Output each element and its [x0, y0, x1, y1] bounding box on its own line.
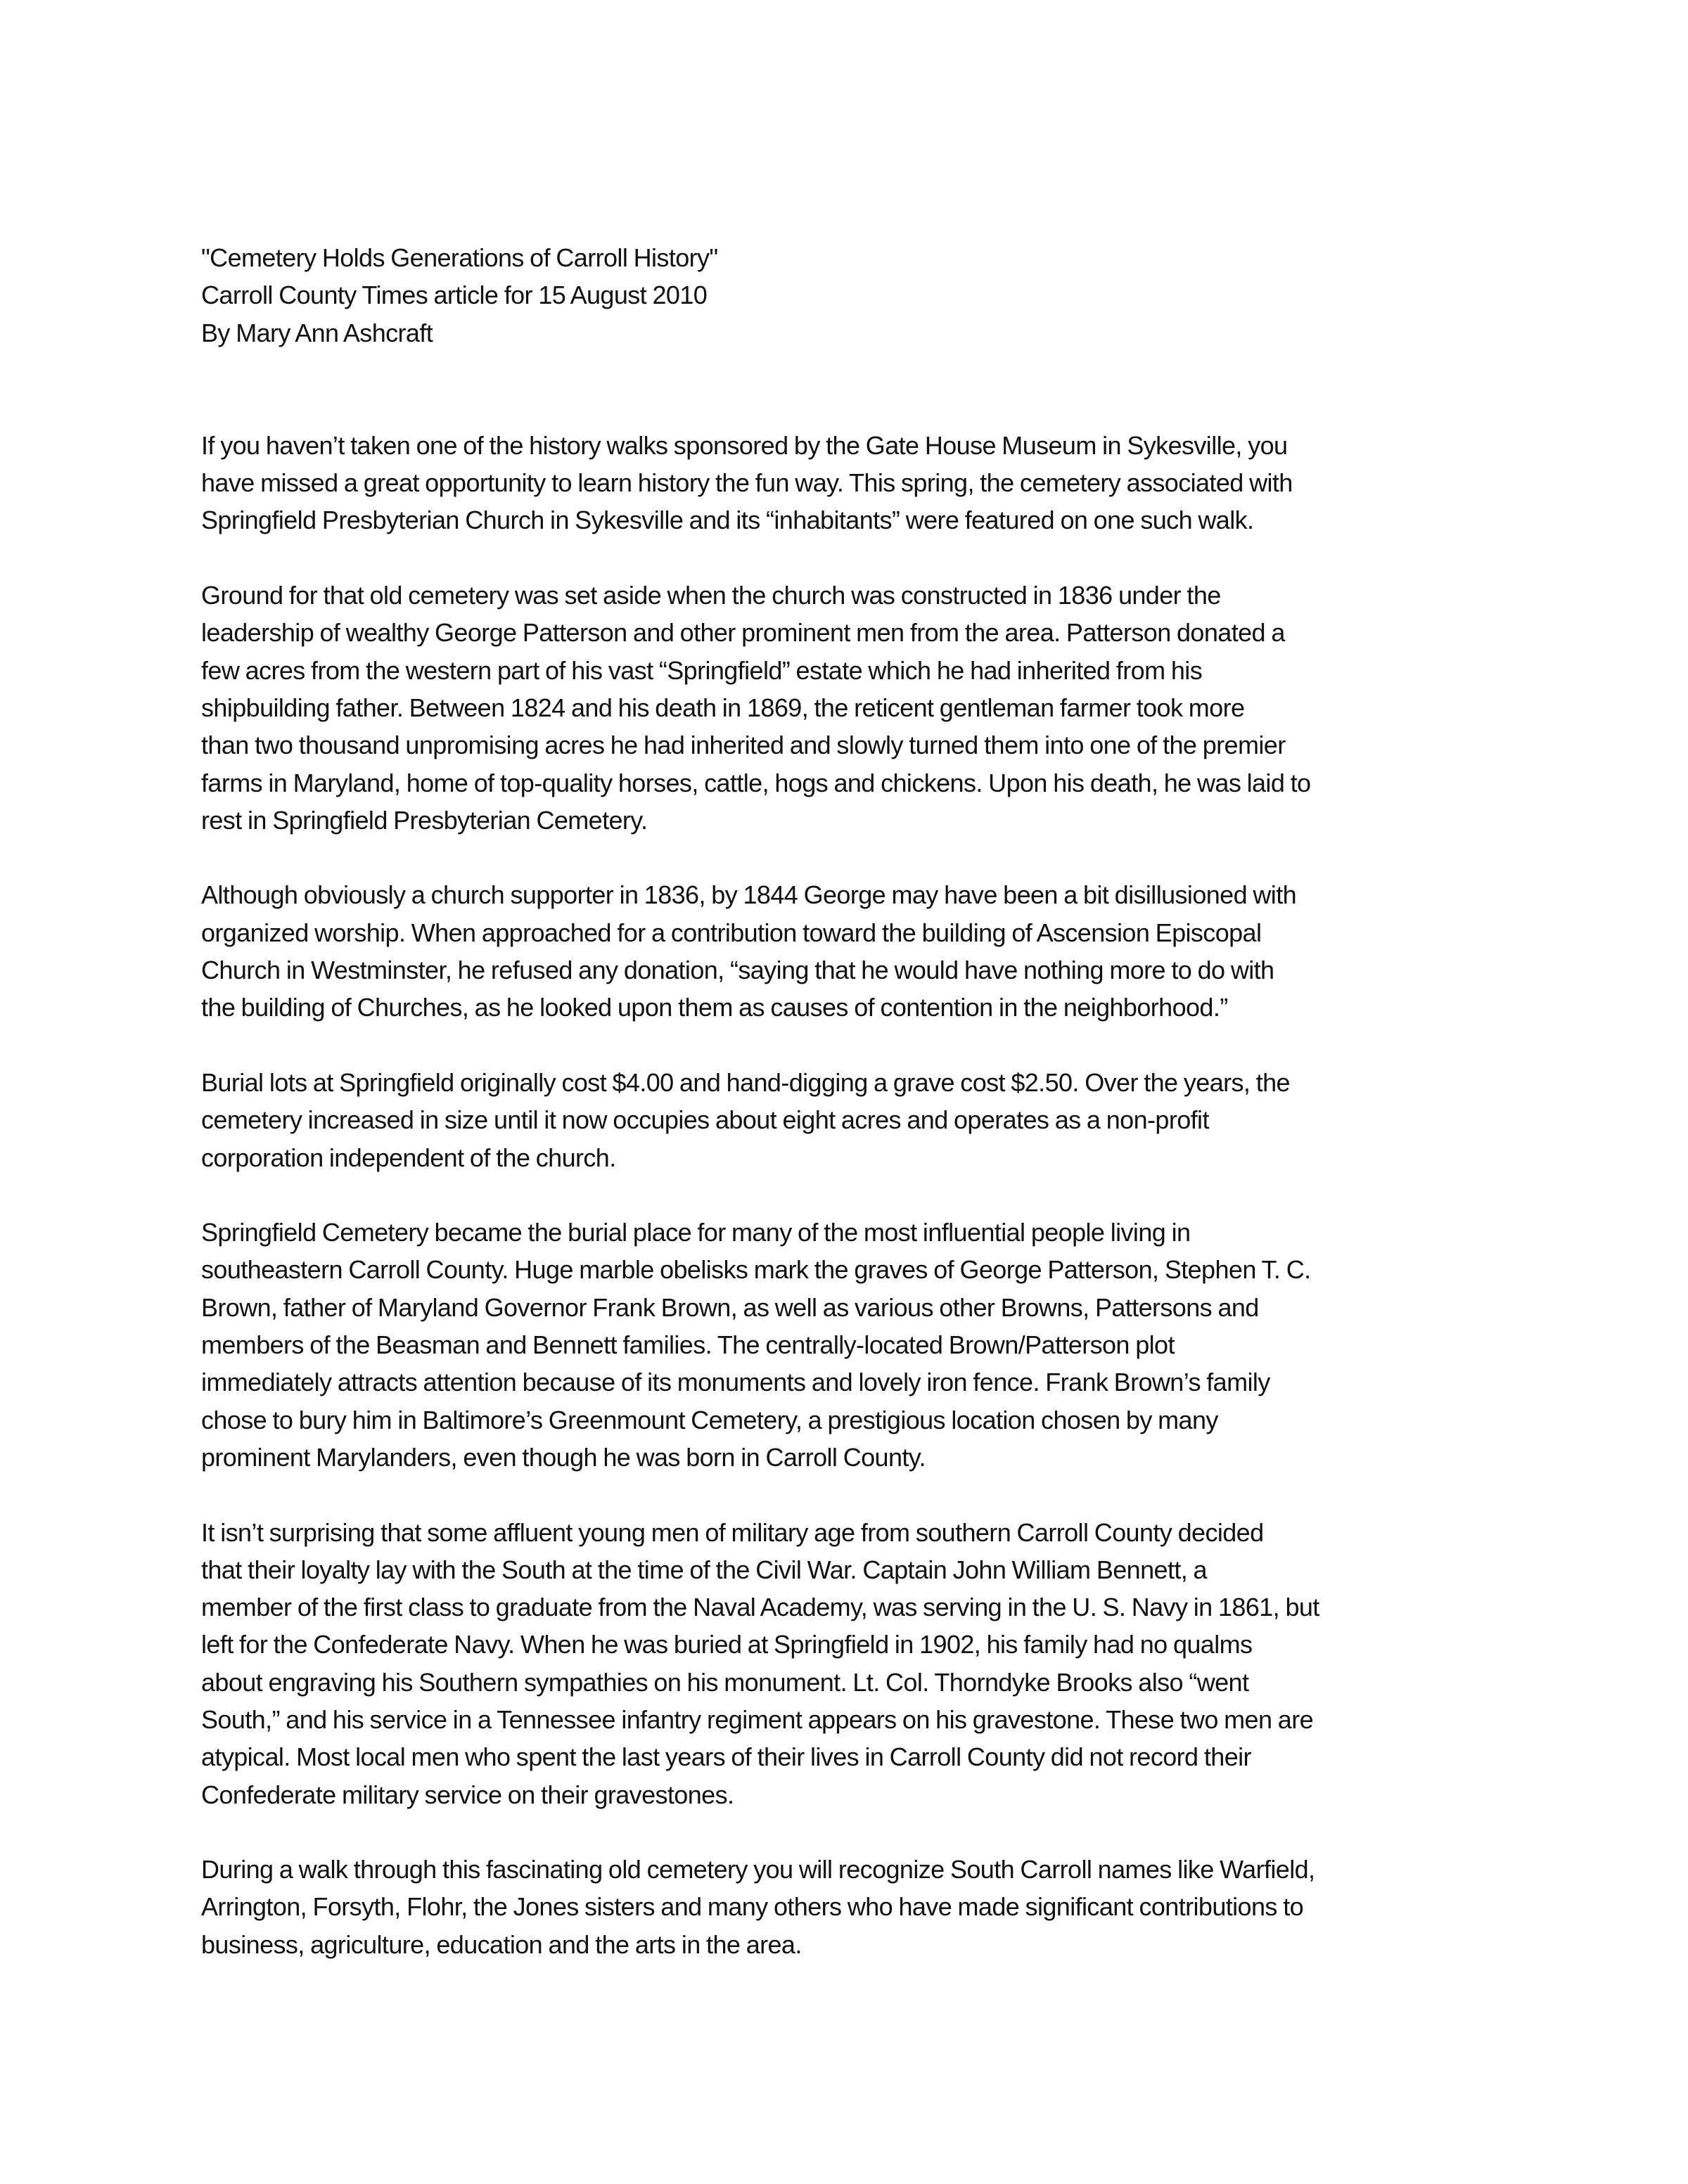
text-line: Church in Westminster, he refused any donation, “saying that he would have nothing more to do with: [201, 956, 1274, 985]
text-line: It isn’t surprising that some affluent young men of military age from southern Carroll County decided: [201, 1517, 1264, 1547]
text-line: rest in Springfield Presbyterian Cemetery.: [201, 805, 648, 835]
text-line: chose to bury him in Baltimore’s Greenmount Cemetery, a prestigious location chosen by many: [201, 1405, 1218, 1434]
text-line: immediately attracts attention because of its monuments and lovely iron fence. Frank Brown’s family: [201, 1368, 1270, 1397]
text-line: left for the Confederate Navy. When he was buried at Springfield in 1902, his family had no qualms: [201, 1630, 1253, 1659]
text-line: Confederate military service on their gravestones.: [201, 1780, 734, 1809]
paragraph-5: [201, 1214, 1523, 1476]
paragraph-3: [201, 876, 1523, 1026]
text-line: member of the first class to graduate from the Naval Academy, was serving in the U. S. Navy in 1861, but: [201, 1593, 1319, 1622]
text-line: Arrington, Forsyth, Flohr, the Jones sisters and many others who have made significant contributions to: [201, 1892, 1304, 1922]
text-line: Springfield Presbyterian Church in Sykesville and its “inhabitants” were featured on one such walk.: [201, 506, 1254, 535]
paragraph-2: [201, 577, 1523, 839]
paragraph-6: [201, 1514, 1523, 1813]
document-page: [201, 239, 1523, 2000]
byline: By Mary Ann Ashcraft: [201, 318, 433, 347]
text-line: Ground for that old cemetery was set aside when the church was constructed in 1836 under the: [201, 581, 1221, 610]
text-line: atypical. Most local men who spent the last years of their lives in Carroll County did not record their: [201, 1742, 1251, 1772]
text-line: southeastern Carroll County. Huge marble obelisks mark the graves of George Patterson, Stephen T. C.: [201, 1255, 1311, 1285]
text-line: If you haven’t taken one of the history walks sponsored by the Gate House Museum in Sykesville, you: [201, 430, 1288, 460]
text-line: about engraving his Southern sympathies on his monument. Lt. Col. Thorndyke Brooks also “went: [201, 1667, 1249, 1697]
text-line: few acres from the western part of his vast “Springfield” estate which he had inherited from his: [201, 655, 1203, 685]
text-line: prominent Marylanders, even though he was born in Carroll County.: [201, 1442, 926, 1472]
text-line: cemetery increased in size until it now occupies about eight acres and operates as a non-profit: [201, 1105, 1209, 1135]
text-line: During a walk through this fascinating old cemetery you will recognize South Carroll names like Warfield,: [201, 1855, 1315, 1884]
text-line: Burial lots at Springfield originally cost $4.00 and hand-digging a grave cost $2.50. Over the years, the: [201, 1067, 1290, 1097]
text-line: have missed a great opportunity to learn history the fun way. This spring, the cemetery associated with: [201, 468, 1293, 498]
text-line: corporation independent of the church.: [201, 1143, 616, 1172]
paragraph-4: [201, 1064, 1523, 1176]
text-line: Although obviously a church supporter in 1836, by 1844 George may have been a bit disillusioned with: [201, 880, 1297, 910]
text-line: Brown, father of Maryland Governor Frank Brown, as well as various other Browns, Pattersons and: [201, 1292, 1259, 1322]
text-line: leadership of wealthy George Patterson and other prominent men from the area. Patterson donated a: [201, 618, 1285, 648]
text-line: South,” and his service in a Tennessee infantry regiment appears on his gravestone. These two men are: [201, 1704, 1314, 1734]
text-line: the building of Churches, as he looked upon them as causes of contention in the neighborhood.”: [201, 993, 1228, 1022]
text-line: Springfield Cemetery became the burial place for many of the most influential people living in: [201, 1218, 1191, 1247]
article-header: [201, 239, 1523, 352]
text-line: shipbuilding father. Between 1824 and his death in 1869, the reticent gentleman farmer took more: [201, 693, 1245, 722]
text-line: farms in Maryland, home of top-quality horses, cattle, hogs and chickens. Upon his death, he was laid to: [201, 768, 1311, 797]
paragraph-7: [201, 1851, 1523, 1963]
article-title: "Cemetery Holds Generations of Carroll History": [201, 243, 718, 272]
text-line: organized worship. When approached for a contribution toward the building of Ascension Episcopal: [201, 918, 1262, 947]
text-line: members of the Beasman and Bennett families. The centrally-located Brown/Patterson plot: [201, 1330, 1175, 1360]
publication-line: Carroll County Times article for 15 August 2010: [201, 281, 708, 310]
text-line: business, agriculture, education and the arts in the area.: [201, 1929, 802, 1959]
text-line: than two thousand unpromising acres he had inherited and slowly turned them into one of the premier: [201, 731, 1286, 760]
text-line: that their loyalty lay with the South at the time of the Civil War. Captain John William Bennett, a: [201, 1555, 1207, 1584]
paragraph-1: [201, 427, 1523, 539]
